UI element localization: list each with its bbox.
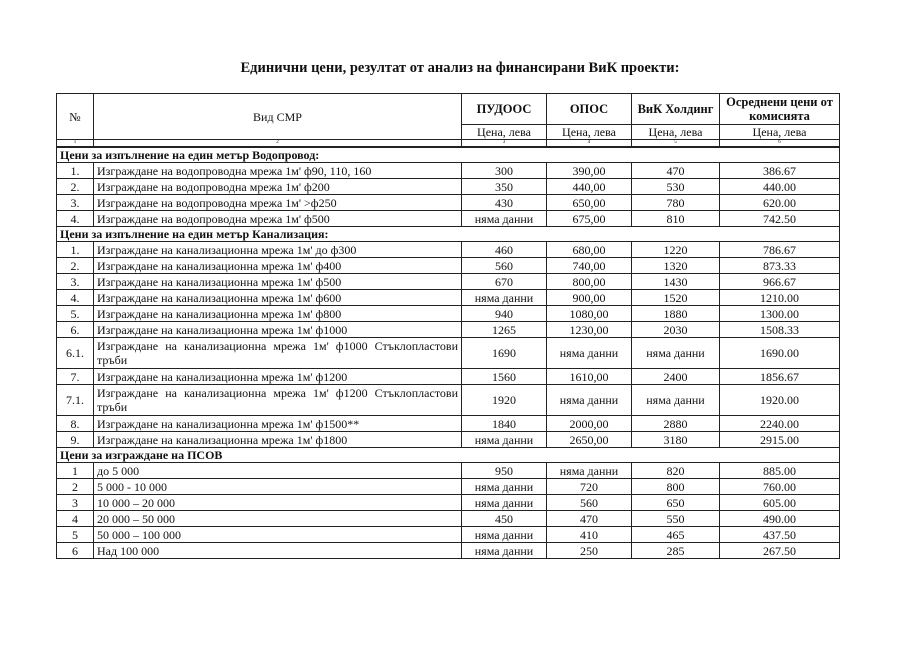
table-row xyxy=(57,211,840,227)
price-average: 1300.00 xyxy=(720,306,840,322)
section-header-row xyxy=(57,227,840,242)
price-pudoos: няма данни xyxy=(462,211,547,227)
table-row xyxy=(57,385,840,416)
header-price-vik: Цена, лева xyxy=(632,125,720,140)
price-pudoos: няма данни xyxy=(462,290,547,306)
section-title: Цени за изпълнение на един метър Канализация: xyxy=(57,227,840,242)
price-opos: няма данни xyxy=(547,463,632,479)
price-opos: 720 xyxy=(547,479,632,495)
work-description: Изграждане на канализационна мрежа 1м' ф1800 xyxy=(94,432,462,448)
price-pudoos: 1920 xyxy=(462,385,547,416)
price-average: 742.50 xyxy=(720,211,840,227)
price-opos: 680,00 xyxy=(547,242,632,258)
row-number: 3. xyxy=(57,274,94,290)
work-description: Изграждане на канализационна мрежа 1м' до ф300 xyxy=(94,242,462,258)
work-description: Изграждане на канализационна мрежа 1м' ф1200 xyxy=(94,369,462,385)
row-number: 6. xyxy=(57,322,94,338)
table-row xyxy=(57,463,840,479)
price-opos: 1080,00 xyxy=(547,306,632,322)
price-pudoos: 1690 xyxy=(462,338,547,369)
row-number: 6 xyxy=(57,543,94,559)
price-opos: 800,00 xyxy=(547,274,632,290)
table-row xyxy=(57,195,840,211)
table-row xyxy=(57,306,840,322)
price-average: 966.67 xyxy=(720,274,840,290)
row-number: 6.1. xyxy=(57,338,94,369)
price-vik: 2400 xyxy=(632,369,720,385)
price-opos: 1610,00 xyxy=(547,369,632,385)
row-number: 5. xyxy=(57,306,94,322)
header-opos: ОПОС xyxy=(547,94,632,125)
work-description: Изграждане на водопроводна мрежа 1м' ф200 xyxy=(94,179,462,195)
row-number: 2. xyxy=(57,179,94,195)
price-vik: 1520 xyxy=(632,290,720,306)
price-vik: 800 xyxy=(632,479,720,495)
price-pudoos: няма данни xyxy=(462,527,547,543)
work-description: Изграждане на канализационна мрежа 1м' ф1200 Стъклопластови тръби xyxy=(94,385,462,416)
price-vik: 465 xyxy=(632,527,720,543)
price-opos: 250 xyxy=(547,543,632,559)
price-vik: 820 xyxy=(632,463,720,479)
section-title: Цени за изграждане на ПСОВ xyxy=(57,448,840,463)
table-row xyxy=(57,258,840,274)
section-title: Цени за изпълнение на един метър Водопровод: xyxy=(57,147,840,163)
header-price-opos: Цена, лева xyxy=(547,125,632,140)
table-row xyxy=(57,322,840,338)
table-row xyxy=(57,416,840,432)
price-average: 490.00 xyxy=(720,511,840,527)
price-average: 267.50 xyxy=(720,543,840,559)
price-average: 760.00 xyxy=(720,479,840,495)
price-vik: 1320 xyxy=(632,258,720,274)
price-vik: 2880 xyxy=(632,416,720,432)
col-number: 2 xyxy=(94,140,462,148)
price-average: 2240.00 xyxy=(720,416,840,432)
work-description: Изграждане на канализационна мрежа 1м' ф600 xyxy=(94,290,462,306)
price-average: 1856.67 xyxy=(720,369,840,385)
header-vik: ВиК Холдинг xyxy=(632,94,720,125)
price-opos: 440,00 xyxy=(547,179,632,195)
table-row xyxy=(57,432,840,448)
price-average: 1690.00 xyxy=(720,338,840,369)
work-description: Изграждане на водопроводна мрежа 1м' >ф250 xyxy=(94,195,462,211)
price-opos: няма данни xyxy=(547,338,632,369)
price-average: 437.50 xyxy=(720,527,840,543)
section-header-row xyxy=(57,147,840,163)
price-opos: 560 xyxy=(547,495,632,511)
price-average: 786.67 xyxy=(720,242,840,258)
price-vik: 285 xyxy=(632,543,720,559)
price-opos: 650,00 xyxy=(547,195,632,211)
price-vik: 550 xyxy=(632,511,720,527)
price-pudoos: 670 xyxy=(462,274,547,290)
price-average: 605.00 xyxy=(720,495,840,511)
price-pudoos: 350 xyxy=(462,179,547,195)
price-average: 440.00 xyxy=(720,179,840,195)
header-no: № xyxy=(57,94,94,140)
work-description: Изграждане на канализационна мрежа 1м' ф500 xyxy=(94,274,462,290)
work-description: 10 000 – 20 000 xyxy=(94,495,462,511)
table-row xyxy=(57,511,840,527)
price-vik: 1220 xyxy=(632,242,720,258)
table-row xyxy=(57,163,840,179)
work-description: 50 000 – 100 000 xyxy=(94,527,462,543)
price-opos: 470 xyxy=(547,511,632,527)
price-opos: 740,00 xyxy=(547,258,632,274)
col-number: 6 xyxy=(720,140,840,148)
price-pudoos: 1560 xyxy=(462,369,547,385)
col-number: 1 xyxy=(57,140,94,148)
price-pudoos: няма данни xyxy=(462,432,547,448)
document-title: Единични цени, резултат от анализ на финансирани ВиК проекти: xyxy=(240,60,680,76)
table-row xyxy=(57,495,840,511)
table-row xyxy=(57,242,840,258)
price-pudoos: 300 xyxy=(462,163,547,179)
work-description: 20 000 – 50 000 xyxy=(94,511,462,527)
table-row xyxy=(57,543,840,559)
header-pudoos: ПУДООС xyxy=(462,94,547,125)
price-average: 2915.00 xyxy=(720,432,840,448)
col-number: 3 xyxy=(462,140,547,148)
row-number: 1. xyxy=(57,242,94,258)
price-vik: 470 xyxy=(632,163,720,179)
row-number: 1. xyxy=(57,163,94,179)
price-average: 1210.00 xyxy=(720,290,840,306)
price-pudoos: 430 xyxy=(462,195,547,211)
price-pudoos: 450 xyxy=(462,511,547,527)
header-price-avg: Цена, лева xyxy=(720,125,840,140)
price-vik: няма данни xyxy=(632,338,720,369)
price-opos: 900,00 xyxy=(547,290,632,306)
price-vik: няма данни xyxy=(632,385,720,416)
price-opos: 1230,00 xyxy=(547,322,632,338)
price-pudoos: 940 xyxy=(462,306,547,322)
price-opos: 410 xyxy=(547,527,632,543)
row-number: 1 xyxy=(57,463,94,479)
price-pudoos: 1265 xyxy=(462,322,547,338)
price-opos: 2650,00 xyxy=(547,432,632,448)
work-description: Изграждане на канализационна мрежа 1м' ф400 xyxy=(94,258,462,274)
price-average: 1920.00 xyxy=(720,385,840,416)
row-number: 9. xyxy=(57,432,94,448)
price-average: 873.33 xyxy=(720,258,840,274)
work-description: Изграждане на водопроводна мрежа 1м' ф90, 110, 160 xyxy=(94,163,462,179)
price-vik: 2030 xyxy=(632,322,720,338)
col-number: 5 xyxy=(632,140,720,148)
work-description: Изграждане на водопроводна мрежа 1м' ф500 xyxy=(94,211,462,227)
work-description: до 5 000 xyxy=(94,463,462,479)
row-number: 4. xyxy=(57,211,94,227)
work-description: 5 000 - 10 000 xyxy=(94,479,462,495)
price-pudoos: няма данни xyxy=(462,479,547,495)
table-row xyxy=(57,179,840,195)
price-pudoos: 950 xyxy=(462,463,547,479)
table-body xyxy=(57,147,840,559)
work-description: Изграждане на канализационна мрежа 1м' ф1500** xyxy=(94,416,462,432)
price-opos: 390,00 xyxy=(547,163,632,179)
price-vik: 3180 xyxy=(632,432,720,448)
price-average: 885.00 xyxy=(720,463,840,479)
price-opos: 675,00 xyxy=(547,211,632,227)
work-description: Изграждане на канализационна мрежа 1м' ф800 xyxy=(94,306,462,322)
work-description: Изграждане на канализационна мрежа 1м' ф1000 xyxy=(94,322,462,338)
price-average: 620.00 xyxy=(720,195,840,211)
price-average: 386.67 xyxy=(720,163,840,179)
row-number: 3 xyxy=(57,495,94,511)
price-opos: 2000,00 xyxy=(547,416,632,432)
table-row xyxy=(57,479,840,495)
price-vik: 810 xyxy=(632,211,720,227)
price-vik: 1880 xyxy=(632,306,720,322)
row-number: 2. xyxy=(57,258,94,274)
price-pudoos: няма данни xyxy=(462,495,547,511)
price-vik: 1430 xyxy=(632,274,720,290)
table-row xyxy=(57,274,840,290)
col-number: 4 xyxy=(547,140,632,148)
table-row xyxy=(57,527,840,543)
price-vik: 650 xyxy=(632,495,720,511)
price-vik: 780 xyxy=(632,195,720,211)
price-average: 1508.33 xyxy=(720,322,840,338)
section-header-row xyxy=(57,448,840,463)
row-number: 5 xyxy=(57,527,94,543)
row-number: 3. xyxy=(57,195,94,211)
header-work-type: Вид СМР xyxy=(94,94,462,140)
header-avg: Осреднени цени от комисията xyxy=(720,94,840,125)
price-pudoos: 460 xyxy=(462,242,547,258)
table-row xyxy=(57,290,840,306)
price-pudoos: 1840 xyxy=(462,416,547,432)
row-number: 7. xyxy=(57,369,94,385)
row-number: 2 xyxy=(57,479,94,495)
price-vik: 530 xyxy=(632,179,720,195)
row-number: 4 xyxy=(57,511,94,527)
table-row xyxy=(57,369,840,385)
row-number: 8. xyxy=(57,416,94,432)
row-number: 4. xyxy=(57,290,94,306)
work-description: Изграждане на канализационна мрежа 1м' ф1000 Стъклопластови тръби xyxy=(94,338,462,369)
prices-table xyxy=(56,93,840,559)
row-number: 7.1. xyxy=(57,385,94,416)
header-price-pudoos: Цена, лева xyxy=(462,125,547,140)
price-pudoos: няма данни xyxy=(462,543,547,559)
work-description: Над 100 000 xyxy=(94,543,462,559)
table-row xyxy=(57,338,840,369)
price-opos: няма данни xyxy=(547,385,632,416)
price-pudoos: 560 xyxy=(462,258,547,274)
